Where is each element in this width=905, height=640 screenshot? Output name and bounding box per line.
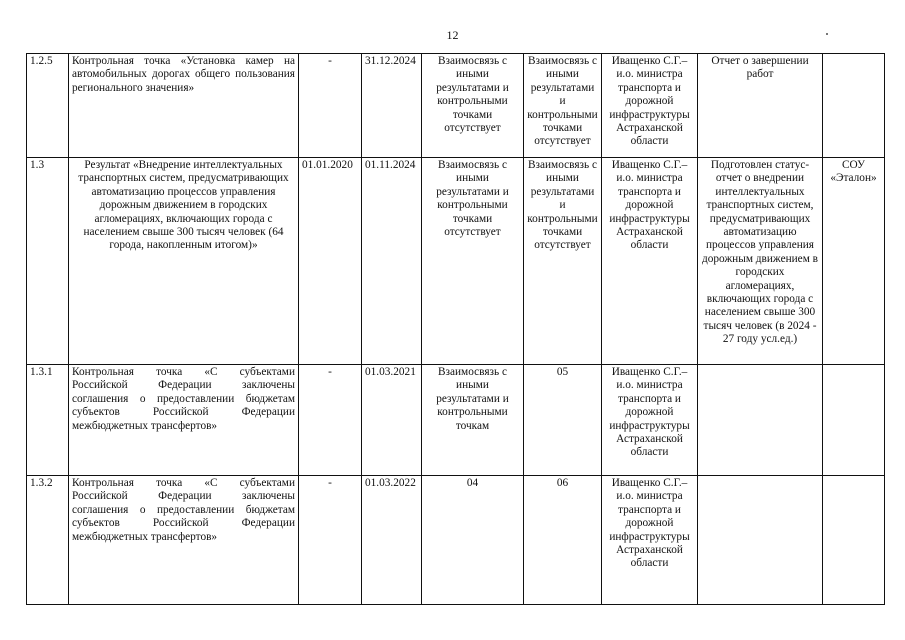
row-responsible: Иващенко С.Г.– и.о. министра транспорта и дорожной инфраструктуры Астраханской области [602, 158, 698, 365]
row-predecessors: Взаимосвязь с иными результатами и контрольными точкам [422, 365, 524, 476]
row-responsible: Иващенко С.Г.– и.о. министра транспорта и дорожной инфраструктуры Астраханской области [602, 476, 698, 605]
row-successors: Взаимосвязь с иными результатами и контрольными точками отсутствует [524, 158, 602, 365]
row-end-date: 01.03.2022 [362, 476, 422, 605]
row-responsible: Иващенко С.Г.– и.о. министра транспорта и дорожной инфраструктуры Астраханской области [602, 365, 698, 476]
row-document: Отчет о завершении работ [698, 54, 823, 158]
table-row [27, 54, 885, 158]
page-number: 12 [446, 28, 459, 42]
table-row [27, 365, 885, 476]
row-level [823, 365, 885, 476]
plan-table [26, 53, 885, 605]
row-document [698, 476, 823, 605]
row-predecessors: Взаимосвязь с иными результатами и контрольными точками отсутствует [422, 158, 524, 365]
row-predecessors: Взаимосвязь с иными результатами и контрольными точками отсутствует [422, 54, 524, 158]
row-successors: 05 [524, 365, 602, 476]
row-successors: Взаимосвязь с иными результатами и контрольными точками отсутствует [524, 54, 602, 158]
row-number: 1.3.2 [27, 476, 69, 605]
table-row [27, 476, 885, 605]
row-document: Подготовлен статус-отчет о внедрении интеллектуальных транспортных систем, предусматривающих автоматизацию процессов управления дорожным движением в городских агломерациях, включающих города с населением свыше 300 тысяч человек (в 2024 - 27 году усл.ед.) [698, 158, 823, 365]
row-name: Контрольная точка «С субъектами Российской Федерации заключены соглашения о предоставлении бюджетам субъектов Российской Федерации межбюджетных трансфертов» [69, 476, 299, 605]
row-level [823, 476, 885, 605]
row-responsible: Иващенко С.Г.– и.о. министра транспорта и дорожной инфраструктуры Астраханской области [602, 54, 698, 158]
row-end-date: 01.11.2024 [362, 158, 422, 365]
scan-speck [826, 33, 828, 35]
row-level [823, 54, 885, 158]
row-name: Контрольная точка «Установка камер на автомобильных дорогах общего пользования регионального значения» [69, 54, 299, 158]
row-number: 1.3 [27, 158, 69, 365]
row-number: 1.2.5 [27, 54, 69, 158]
row-predecessors: 04 [422, 476, 524, 605]
row-document [698, 365, 823, 476]
row-start-date: - [299, 476, 362, 605]
row-name: Результат «Внедрение интеллектуальных транспортных систем, предусматривающих автоматизацию процессов управления дорожным движением в городских агломерациях, включающих города с населением свыше 300 тысяч человек (64 города, накопленным итогом)» [69, 158, 299, 365]
row-end-date: 31.12.2024 [362, 54, 422, 158]
row-start-date: - [299, 54, 362, 158]
row-name: Контрольная точка «С субъектами Российской Федерации заключены соглашения о предоставлении бюджетам субъектов Российской Федерации межбюджетных трансфертов» [69, 365, 299, 476]
row-end-date: 01.03.2021 [362, 365, 422, 476]
row-number: 1.3.1 [27, 365, 69, 476]
row-level: СОУ «Эталон» [823, 158, 885, 365]
row-start-date: 01.01.2020 [299, 158, 362, 365]
row-start-date: - [299, 365, 362, 476]
table-row [27, 158, 885, 365]
row-successors: 06 [524, 476, 602, 605]
